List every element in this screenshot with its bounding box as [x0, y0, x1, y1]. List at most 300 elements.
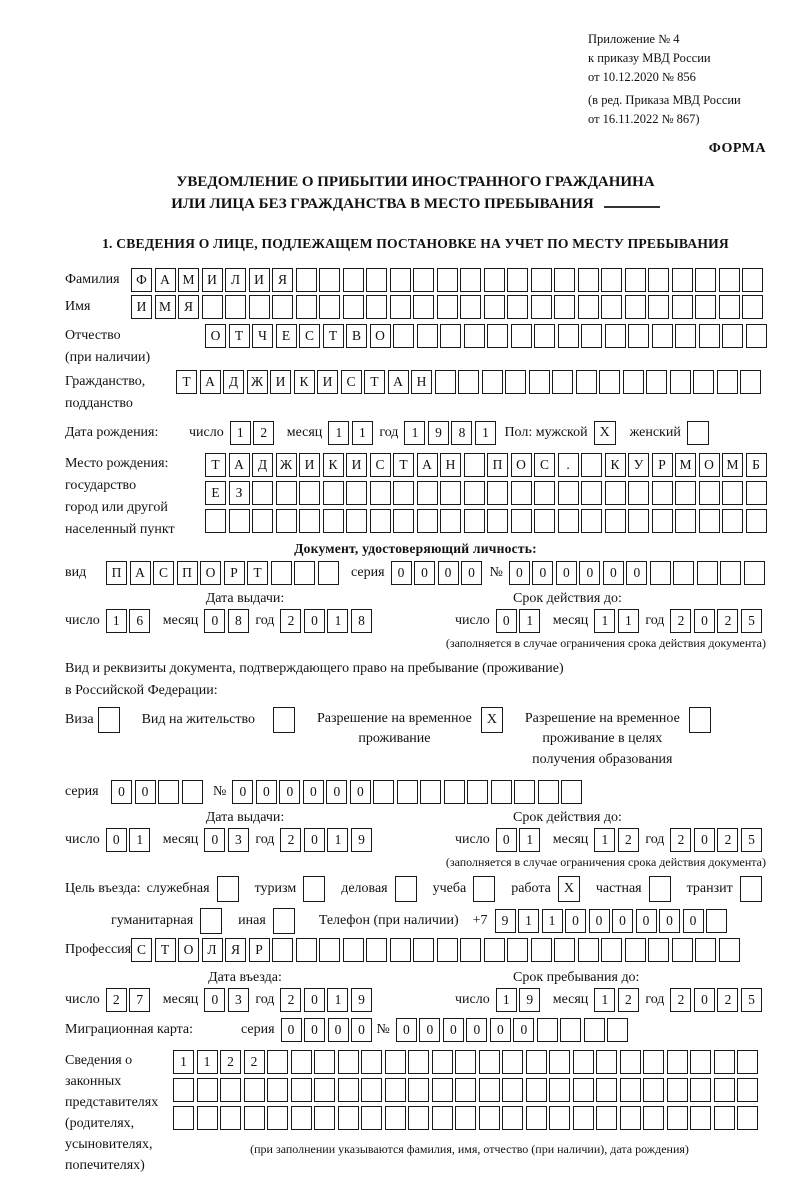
char-cell[interactable] — [554, 295, 575, 319]
char-cell[interactable] — [675, 509, 696, 533]
char-cell[interactable] — [596, 1078, 617, 1102]
char-cell[interactable]: 9 — [428, 421, 449, 445]
char-cell[interactable] — [620, 1050, 641, 1074]
char-cell[interactable] — [737, 1106, 758, 1130]
char-cell[interactable]: Л — [202, 938, 223, 962]
char-cell[interactable]: 0 — [694, 609, 715, 633]
char-cell[interactable] — [596, 1050, 617, 1074]
char-cell[interactable] — [573, 1078, 594, 1102]
char-cell[interactable]: 3 — [228, 988, 249, 1012]
char-cell[interactable] — [484, 938, 505, 962]
char-cell[interactable]: А — [200, 370, 221, 394]
char-cell[interactable] — [581, 509, 602, 533]
char-cell[interactable] — [346, 509, 367, 533]
char-cell[interactable] — [534, 324, 555, 348]
char-cell[interactable] — [484, 268, 505, 292]
char-cell[interactable] — [511, 481, 532, 505]
char-cell[interactable] — [314, 1050, 335, 1074]
char-cell[interactable] — [479, 1050, 500, 1074]
char-cell[interactable]: О — [205, 324, 226, 348]
char-cell[interactable]: 0 — [304, 609, 325, 633]
char-cell[interactable]: 0 — [694, 988, 715, 1012]
char-cell[interactable]: 0 — [396, 1018, 417, 1042]
char-cell[interactable]: К — [323, 453, 344, 477]
char-cell[interactable] — [338, 1078, 359, 1102]
option-checkbox[interactable] — [200, 908, 222, 934]
char-cell[interactable]: 0 — [111, 780, 132, 804]
char-cell[interactable] — [526, 1050, 547, 1074]
char-cell[interactable] — [554, 268, 575, 292]
char-cell[interactable] — [697, 561, 718, 585]
char-cell[interactable]: 0 — [328, 1018, 349, 1042]
char-cell[interactable] — [323, 481, 344, 505]
char-cell[interactable] — [413, 295, 434, 319]
char-cell[interactable]: Л — [225, 268, 246, 292]
char-cell[interactable]: 1 — [594, 609, 615, 633]
char-cell[interactable]: 5 — [741, 828, 762, 852]
char-cell[interactable] — [323, 509, 344, 533]
char-cell[interactable]: Я — [272, 268, 293, 292]
char-cell[interactable] — [390, 268, 411, 292]
char-cell[interactable] — [561, 780, 582, 804]
char-cell[interactable] — [601, 295, 622, 319]
char-cell[interactable] — [740, 370, 761, 394]
char-cell[interactable]: У — [628, 453, 649, 477]
option-checkbox[interactable] — [649, 876, 671, 902]
char-cell[interactable] — [581, 453, 602, 477]
char-cell[interactable] — [314, 1078, 335, 1102]
char-cell[interactable]: 0 — [509, 561, 530, 585]
char-cell[interactable]: 0 — [496, 609, 517, 633]
char-cell[interactable]: М — [675, 453, 696, 477]
option-checkbox[interactable] — [473, 876, 495, 902]
char-cell[interactable]: 0 — [603, 561, 624, 585]
char-cell[interactable] — [529, 370, 550, 394]
char-cell[interactable] — [526, 1078, 547, 1102]
char-cell[interactable] — [458, 370, 479, 394]
char-cell[interactable] — [276, 509, 297, 533]
char-cell[interactable] — [601, 938, 622, 962]
char-cell[interactable]: 0 — [304, 988, 325, 1012]
char-cell[interactable] — [346, 481, 367, 505]
char-cell[interactable] — [413, 268, 434, 292]
char-cell[interactable] — [487, 509, 508, 533]
char-cell[interactable]: Д — [223, 370, 244, 394]
char-cell[interactable] — [413, 938, 434, 962]
char-cell[interactable] — [252, 481, 273, 505]
char-cell[interactable] — [511, 324, 532, 348]
char-cell[interactable]: 0 — [414, 561, 435, 585]
char-cell[interactable] — [507, 938, 528, 962]
char-cell[interactable]: К — [294, 370, 315, 394]
char-cell[interactable] — [393, 509, 414, 533]
char-cell[interactable]: П — [177, 561, 198, 585]
char-cell[interactable] — [385, 1078, 406, 1102]
char-cell[interactable] — [408, 1050, 429, 1074]
char-cell[interactable] — [440, 509, 461, 533]
char-cell[interactable] — [714, 1078, 735, 1102]
char-cell[interactable] — [229, 509, 250, 533]
char-cell[interactable] — [343, 295, 364, 319]
char-cell[interactable] — [646, 370, 667, 394]
char-cell[interactable] — [314, 1106, 335, 1130]
char-cell[interactable]: С — [534, 453, 555, 477]
char-cell[interactable] — [573, 1050, 594, 1074]
char-cell[interactable] — [625, 268, 646, 292]
char-cell[interactable]: Е — [205, 481, 226, 505]
char-cell[interactable] — [605, 509, 626, 533]
char-cell[interactable]: З — [229, 481, 250, 505]
char-cell[interactable] — [370, 509, 391, 533]
char-cell[interactable]: 0 — [351, 1018, 372, 1042]
char-cell[interactable] — [343, 268, 364, 292]
char-cell[interactable] — [244, 1078, 265, 1102]
char-cell[interactable]: Т — [323, 324, 344, 348]
char-cell[interactable] — [291, 1078, 312, 1102]
char-cell[interactable] — [390, 295, 411, 319]
char-cell[interactable] — [693, 370, 714, 394]
char-cell[interactable] — [385, 1106, 406, 1130]
char-cell[interactable] — [675, 324, 696, 348]
char-cell[interactable]: 0 — [532, 561, 553, 585]
char-cell[interactable]: А — [417, 453, 438, 477]
char-cell[interactable] — [576, 370, 597, 394]
char-cell[interactable]: 9 — [351, 988, 372, 1012]
char-cell[interactable] — [455, 1106, 476, 1130]
char-cell[interactable]: 0 — [466, 1018, 487, 1042]
char-cell[interactable] — [393, 324, 414, 348]
char-cell[interactable]: 1 — [328, 421, 349, 445]
char-cell[interactable]: 8 — [228, 609, 249, 633]
char-cell[interactable] — [628, 509, 649, 533]
char-cell[interactable] — [695, 295, 716, 319]
char-cell[interactable]: 2 — [717, 609, 738, 633]
char-cell[interactable]: 2 — [280, 609, 301, 633]
char-cell[interactable] — [505, 370, 526, 394]
char-cell[interactable]: О — [178, 938, 199, 962]
char-cell[interactable]: 1 — [594, 988, 615, 1012]
char-cell[interactable] — [672, 938, 693, 962]
char-cell[interactable] — [537, 1018, 558, 1042]
char-cell[interactable] — [267, 1106, 288, 1130]
char-cell[interactable] — [319, 938, 340, 962]
char-cell[interactable] — [742, 268, 763, 292]
char-cell[interactable] — [299, 481, 320, 505]
char-cell[interactable] — [560, 1018, 581, 1042]
char-cell[interactable]: Ж — [276, 453, 297, 477]
char-cell[interactable]: И — [346, 453, 367, 477]
char-cell[interactable] — [444, 780, 465, 804]
char-cell[interactable]: Т — [229, 324, 250, 348]
char-cell[interactable] — [361, 1106, 382, 1130]
char-cell[interactable] — [437, 295, 458, 319]
char-cell[interactable]: С — [131, 938, 152, 962]
char-cell[interactable]: 8 — [451, 421, 472, 445]
char-cell[interactable] — [366, 268, 387, 292]
char-cell[interactable] — [291, 1106, 312, 1130]
char-cell[interactable] — [643, 1078, 664, 1102]
char-cell[interactable]: 0 — [256, 780, 277, 804]
char-cell[interactable]: 2 — [670, 988, 691, 1012]
char-cell[interactable]: 0 — [438, 561, 459, 585]
option-checkbox[interactable] — [303, 876, 325, 902]
char-cell[interactable]: 0 — [350, 780, 371, 804]
char-cell[interactable] — [667, 1050, 688, 1074]
char-cell[interactable] — [464, 481, 485, 505]
char-cell[interactable] — [746, 509, 767, 533]
char-cell[interactable]: 0 — [279, 780, 300, 804]
option-checkbox[interactable] — [273, 908, 295, 934]
char-cell[interactable]: 0 — [461, 561, 482, 585]
char-cell[interactable]: Д — [252, 453, 273, 477]
char-cell[interactable]: М — [722, 453, 743, 477]
char-cell[interactable] — [538, 780, 559, 804]
char-cell[interactable]: 1 — [542, 909, 563, 933]
char-cell[interactable]: А — [229, 453, 250, 477]
char-cell[interactable] — [746, 324, 767, 348]
char-cell[interactable] — [252, 509, 273, 533]
char-cell[interactable] — [338, 1106, 359, 1130]
char-cell[interactable]: 1 — [475, 421, 496, 445]
char-cell[interactable] — [393, 481, 414, 505]
char-cell[interactable]: О — [511, 453, 532, 477]
char-cell[interactable] — [487, 324, 508, 348]
char-cell[interactable] — [158, 780, 179, 804]
char-cell[interactable] — [338, 1050, 359, 1074]
char-cell[interactable]: Н — [411, 370, 432, 394]
char-cell[interactable]: Т — [364, 370, 385, 394]
char-cell[interactable] — [720, 561, 741, 585]
char-cell[interactable] — [667, 1078, 688, 1102]
char-cell[interactable]: П — [106, 561, 127, 585]
char-cell[interactable] — [584, 1018, 605, 1042]
char-cell[interactable]: А — [388, 370, 409, 394]
char-cell[interactable]: 0 — [694, 828, 715, 852]
char-cell[interactable] — [558, 324, 579, 348]
char-cell[interactable]: В — [346, 324, 367, 348]
char-cell[interactable] — [719, 295, 740, 319]
char-cell[interactable]: 0 — [304, 828, 325, 852]
char-cell[interactable]: О — [200, 561, 221, 585]
char-cell[interactable]: Ф — [131, 268, 152, 292]
char-cell[interactable] — [460, 938, 481, 962]
char-cell[interactable] — [558, 509, 579, 533]
char-cell[interactable] — [319, 295, 340, 319]
char-cell[interactable]: 1 — [618, 609, 639, 633]
char-cell[interactable] — [460, 295, 481, 319]
char-cell[interactable]: И — [202, 268, 223, 292]
char-cell[interactable] — [578, 268, 599, 292]
char-cell[interactable] — [296, 938, 317, 962]
char-cell[interactable] — [366, 938, 387, 962]
char-cell[interactable] — [699, 324, 720, 348]
char-cell[interactable]: 2 — [106, 988, 127, 1012]
char-cell[interactable]: 2 — [618, 828, 639, 852]
char-cell[interactable]: 1 — [519, 609, 540, 633]
char-cell[interactable] — [531, 295, 552, 319]
char-cell[interactable]: 0 — [565, 909, 586, 933]
char-cell[interactable] — [417, 481, 438, 505]
char-cell[interactable]: 0 — [626, 561, 647, 585]
char-cell[interactable]: 0 — [391, 561, 412, 585]
char-cell[interactable] — [549, 1106, 570, 1130]
char-cell[interactable]: 1 — [404, 421, 425, 445]
char-cell[interactable] — [652, 481, 673, 505]
char-cell[interactable] — [514, 780, 535, 804]
char-cell[interactable] — [628, 324, 649, 348]
char-cell[interactable] — [276, 481, 297, 505]
char-cell[interactable]: 0 — [419, 1018, 440, 1042]
char-cell[interactable] — [607, 1018, 628, 1042]
char-cell[interactable] — [722, 324, 743, 348]
char-cell[interactable]: 1 — [327, 988, 348, 1012]
char-cell[interactable] — [267, 1078, 288, 1102]
char-cell[interactable] — [667, 1106, 688, 1130]
char-cell[interactable] — [552, 370, 573, 394]
char-cell[interactable] — [435, 370, 456, 394]
temp-residence-edu-checkbox[interactable] — [689, 707, 711, 733]
char-cell[interactable] — [197, 1106, 218, 1130]
char-cell[interactable]: А — [155, 268, 176, 292]
char-cell[interactable] — [549, 1050, 570, 1074]
char-cell[interactable]: М — [178, 268, 199, 292]
char-cell[interactable] — [220, 1106, 241, 1130]
char-cell[interactable]: 6 — [129, 609, 150, 633]
char-cell[interactable] — [690, 1106, 711, 1130]
char-cell[interactable]: 0 — [232, 780, 253, 804]
char-cell[interactable]: 2 — [717, 828, 738, 852]
char-cell[interactable] — [714, 1106, 735, 1130]
char-cell[interactable]: К — [605, 453, 626, 477]
char-cell[interactable] — [507, 268, 528, 292]
char-cell[interactable] — [526, 1106, 547, 1130]
char-cell[interactable] — [299, 509, 320, 533]
char-cell[interactable]: Е — [276, 324, 297, 348]
char-cell[interactable]: 0 — [612, 909, 633, 933]
char-cell[interactable]: 2 — [280, 988, 301, 1012]
char-cell[interactable] — [420, 780, 441, 804]
char-cell[interactable]: 0 — [513, 1018, 534, 1042]
char-cell[interactable]: 0 — [204, 988, 225, 1012]
char-cell[interactable]: 2 — [244, 1050, 265, 1074]
char-cell[interactable] — [722, 509, 743, 533]
visa-checkbox[interactable] — [98, 707, 120, 733]
char-cell[interactable] — [272, 295, 293, 319]
char-cell[interactable]: Н — [440, 453, 461, 477]
option-checkbox[interactable] — [395, 876, 417, 902]
char-cell[interactable]: 3 — [228, 828, 249, 852]
char-cell[interactable]: Т — [155, 938, 176, 962]
char-cell[interactable] — [699, 481, 720, 505]
char-cell[interactable] — [318, 561, 339, 585]
char-cell[interactable] — [249, 295, 270, 319]
char-cell[interactable] — [482, 370, 503, 394]
char-cell[interactable] — [578, 938, 599, 962]
char-cell[interactable] — [672, 295, 693, 319]
char-cell[interactable]: 0 — [636, 909, 657, 933]
male-checkbox[interactable]: X — [594, 421, 616, 445]
char-cell[interactable] — [502, 1106, 523, 1130]
char-cell[interactable]: . — [558, 453, 579, 477]
char-cell[interactable] — [296, 295, 317, 319]
char-cell[interactable]: 7 — [129, 988, 150, 1012]
char-cell[interactable] — [719, 268, 740, 292]
char-cell[interactable]: 8 — [351, 609, 372, 633]
char-cell[interactable] — [484, 295, 505, 319]
char-cell[interactable] — [648, 938, 669, 962]
char-cell[interactable]: 2 — [670, 609, 691, 633]
char-cell[interactable] — [581, 481, 602, 505]
char-cell[interactable] — [744, 561, 765, 585]
char-cell[interactable] — [225, 295, 246, 319]
char-cell[interactable]: 1 — [496, 988, 517, 1012]
char-cell[interactable] — [205, 509, 226, 533]
char-cell[interactable]: С — [370, 453, 391, 477]
char-cell[interactable] — [173, 1106, 194, 1130]
char-cell[interactable] — [271, 561, 292, 585]
char-cell[interactable] — [479, 1106, 500, 1130]
char-cell[interactable]: 0 — [496, 828, 517, 852]
char-cell[interactable] — [437, 268, 458, 292]
char-cell[interactable] — [737, 1050, 758, 1074]
char-cell[interactable]: Т — [393, 453, 414, 477]
char-cell[interactable] — [531, 938, 552, 962]
char-cell[interactable]: Т — [247, 561, 268, 585]
char-cell[interactable] — [670, 370, 691, 394]
char-cell[interactable] — [408, 1106, 429, 1130]
char-cell[interactable] — [699, 509, 720, 533]
char-cell[interactable]: 1 — [230, 421, 251, 445]
char-cell[interactable] — [706, 909, 727, 933]
char-cell[interactable] — [455, 1078, 476, 1102]
char-cell[interactable]: 0 — [106, 828, 127, 852]
char-cell[interactable] — [623, 370, 644, 394]
char-cell[interactable]: И — [131, 295, 152, 319]
char-cell[interactable] — [291, 1050, 312, 1074]
char-cell[interactable] — [432, 1078, 453, 1102]
char-cell[interactable] — [272, 938, 293, 962]
char-cell[interactable]: 1 — [129, 828, 150, 852]
char-cell[interactable] — [296, 268, 317, 292]
char-cell[interactable] — [534, 481, 555, 505]
char-cell[interactable] — [549, 1078, 570, 1102]
char-cell[interactable]: И — [299, 453, 320, 477]
char-cell[interactable] — [432, 1050, 453, 1074]
char-cell[interactable] — [599, 370, 620, 394]
char-cell[interactable] — [366, 295, 387, 319]
char-cell[interactable] — [581, 324, 602, 348]
char-cell[interactable] — [464, 453, 485, 477]
char-cell[interactable] — [173, 1078, 194, 1102]
char-cell[interactable]: 5 — [741, 988, 762, 1012]
char-cell[interactable] — [507, 295, 528, 319]
char-cell[interactable] — [244, 1106, 265, 1130]
char-cell[interactable] — [220, 1078, 241, 1102]
char-cell[interactable]: 1 — [173, 1050, 194, 1074]
char-cell[interactable] — [437, 938, 458, 962]
char-cell[interactable] — [695, 268, 716, 292]
char-cell[interactable] — [319, 268, 340, 292]
char-cell[interactable] — [719, 938, 740, 962]
char-cell[interactable]: 2 — [280, 828, 301, 852]
char-cell[interactable] — [460, 268, 481, 292]
char-cell[interactable] — [408, 1078, 429, 1102]
char-cell[interactable]: М — [155, 295, 176, 319]
char-cell[interactable] — [182, 780, 203, 804]
char-cell[interactable] — [361, 1078, 382, 1102]
char-cell[interactable]: 0 — [326, 780, 347, 804]
char-cell[interactable] — [554, 938, 575, 962]
